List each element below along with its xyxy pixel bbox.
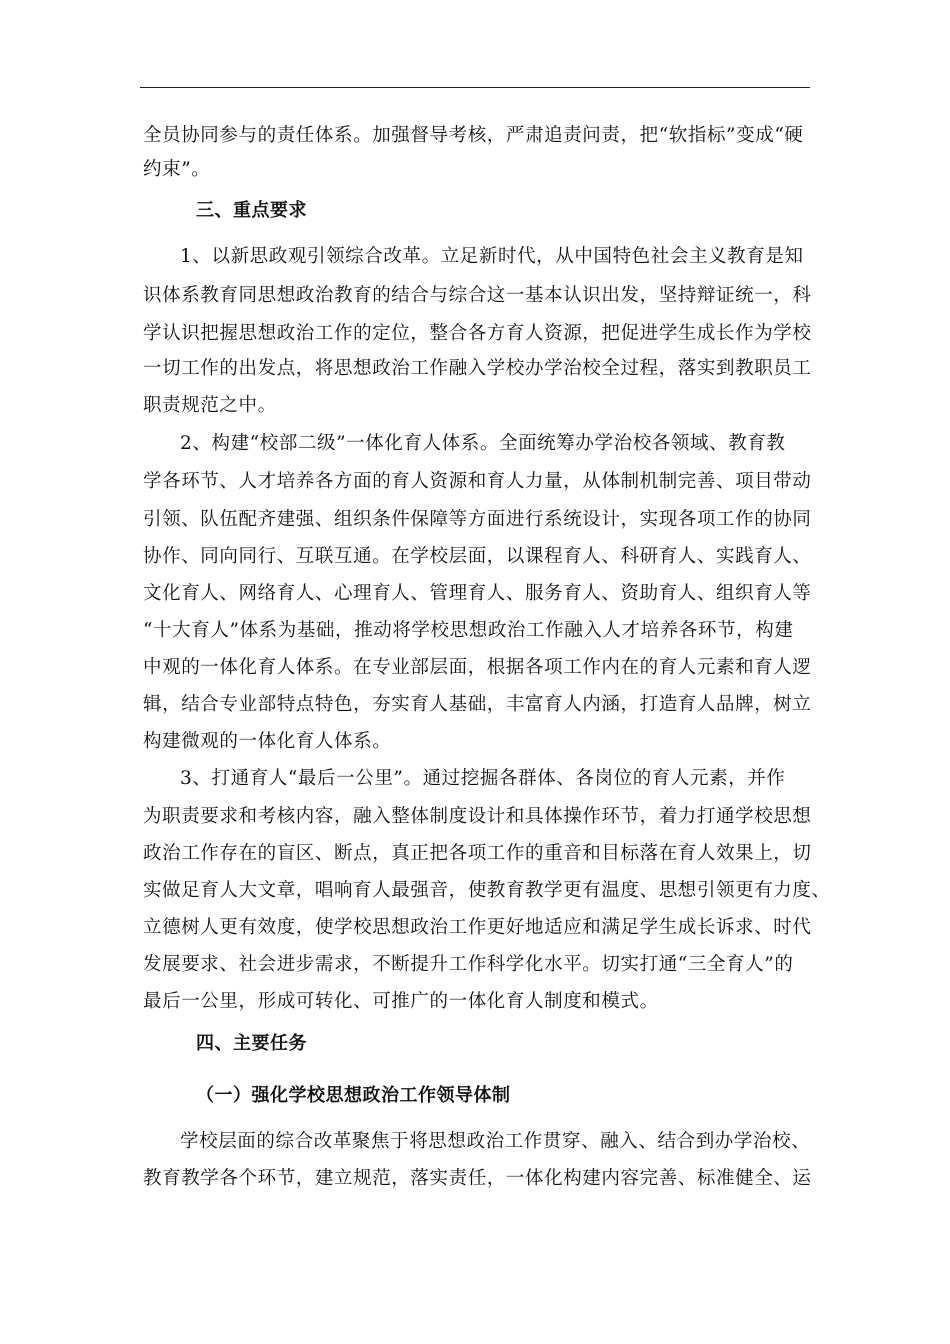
body-line: 最后一公里，形成可转化、可推广的一体化育人制度和模式。 (143, 991, 659, 1012)
subsection-heading: （一）强化学校思想政治工作领导体制 (196, 1085, 511, 1106)
body-line: 实做足育人大文章，唱响育人最强音，使教育教学更有温度、思想引领更有力度、 (143, 880, 831, 901)
body-line: 辑，结合专业部特点特色，夯实育人基础，丰富育人内涵，打造育人品牌，树立 (143, 694, 812, 715)
body-line: 中观的一体化育人体系。在专业部层面，根据各项工作内在的育人元素和育人逻 (143, 657, 812, 678)
body-line: 发展要求、社会进步需求，不断提升工作科学化水平。切实打通“三全育人”的 (143, 954, 794, 975)
body-line: 全员协同参与的责任体系。加强督导考核，严肃追责问责，把“软指标”变成“硬 (143, 125, 804, 146)
body-line: 引领、队伍配齐建强、组织条件保障等方面进行系统设计，实现各项工作的协同 (143, 509, 812, 530)
body-line: 构建微观的一体化育人体系。 (143, 731, 392, 752)
body-line: 教育教学各个环节，建立规范，落实责任，一体化构建内容完善、标准健全、运 (143, 1168, 812, 1189)
body-line: 1、以新思政观引领综合改革。立足新时代，从中国特色社会主义教育是知 (180, 246, 804, 267)
body-line: 约束”。 (143, 159, 211, 180)
body-line: 学各环节、人才培养各方面的育人资源和育人力量，从体制机制完善、项目带动 (143, 471, 812, 492)
body-line: 学认识把握思想政治工作的定位，整合各方育人资源，把促进学生成长作为学校 (143, 323, 812, 344)
body-line: 职责规范之中。 (143, 395, 277, 416)
section-heading: 三、重点要求 (196, 200, 307, 221)
body-line: 协作、同向同行、互联互通。在学校层面，以课程育人、科研育人、实践育人、 (143, 546, 812, 567)
body-line: 文化育人、网络育人、心理育人、管理育人、服务育人、资助育人、组织育人等 (143, 583, 812, 604)
body-line: 学校层面的综合改革聚焦于将思想政治工作贯穿、融入、结合到办学治校、 (180, 1131, 811, 1152)
body-line: 3、打通育人“最后一公里”。通过挖掘各群体、各岗位的育人元素，并作 (180, 768, 786, 789)
body-line: 立德树人更有效度，使学校思想政治工作更好地适应和满足学生成长诉求、时代 (143, 917, 812, 938)
body-line: 一切工作的出发点，将思想政治工作融入学校办学治校全过程，落实到教职员工 (143, 358, 812, 379)
body-line: “十大育人”体系为基础，推动将学校思想政治工作融入人才培养各环节，构建 (143, 620, 794, 641)
body-line: 识体系教育同思想政治教育的结合与综合这一基本认识出发，坚持辩证统一，科 (143, 285, 812, 306)
body-line: 为职责要求和考核内容，融入整体制度设计和具体操作环节，着力打通学校思想 (143, 806, 812, 827)
body-line: 2、构建“校部二级”一体化育人体系。全面统筹办学治校各领域、教育教 (180, 433, 786, 454)
section-heading: 四、主要任务 (196, 1033, 307, 1054)
body-line: 政治工作存在的盲区、断点，真正把各项工作的重音和目标落在育人效果上，切 (143, 843, 812, 864)
